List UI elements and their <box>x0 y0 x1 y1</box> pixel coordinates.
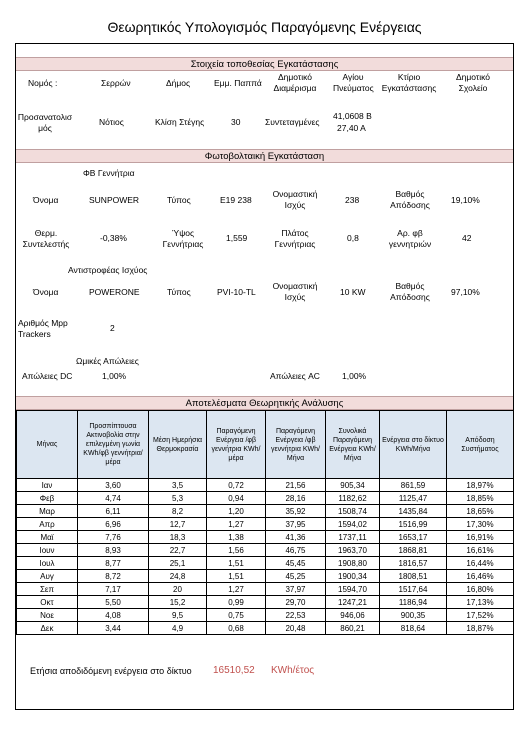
prefecture-label: Νομός : <box>28 78 58 88</box>
table-cell: 8,77 <box>78 557 149 570</box>
table-row <box>17 609 514 622</box>
table-cell: Φεβ <box>17 492 78 505</box>
municipality-label: Δήμος <box>166 78 191 88</box>
table-cell: 16,61% <box>447 544 514 557</box>
gen-count-label: Αρ. φβ γεννητριών <box>388 228 432 249</box>
table-cell: 1,51 <box>207 557 266 570</box>
table-cell: 0,94 <box>207 492 266 505</box>
table-row <box>17 505 514 518</box>
table-cell: Απρ <box>17 518 78 531</box>
table-cell: 7,76 <box>78 531 149 544</box>
losses-title: Ωμικές Απώλειες <box>76 356 139 366</box>
table-cell: 45,45 <box>266 557 326 570</box>
table-cell: 1868,81 <box>380 544 447 557</box>
table-cell: 818,64 <box>380 622 447 635</box>
table-cell: Μαρ <box>17 505 78 518</box>
dc-losses-label: Απώλειες DC <box>22 371 73 381</box>
table-row <box>17 479 514 492</box>
building-label: Κτίριο Εγκατάστασης <box>381 72 437 93</box>
table-cell: 4,74 <box>78 492 149 505</box>
table-row <box>17 596 514 609</box>
table-cell: 22,7 <box>149 544 207 557</box>
table-row <box>17 518 514 531</box>
inv-nominal-value: 10 KW <box>340 287 366 297</box>
district-label: Δημοτικό Διαμέρισμα <box>273 72 317 93</box>
table-cell: 17,13% <box>447 596 514 609</box>
inv-type-label: Τύπος <box>167 287 191 297</box>
table-cell: 8,2 <box>149 505 207 518</box>
prefecture-value: Σερρών <box>101 78 131 88</box>
table-cell: 18,97% <box>447 479 514 492</box>
table-cell: 41,36 <box>266 531 326 544</box>
table-row <box>17 622 514 635</box>
table-cell: 20 <box>149 583 207 596</box>
building-value: Δημοτικό Σχολείο <box>455 72 491 93</box>
col-energy-day: Παραγόμενη Ενέργεια /φβ γεννήτρια KWh/μέρα <box>207 411 266 479</box>
gen-width-label: Πλάτος Γεννήτριας <box>274 228 316 249</box>
table-cell: Μαϊ <box>17 531 78 544</box>
gen-height-label: Ύψος Γεννήτριας <box>162 228 204 249</box>
table-cell: 18,85% <box>447 492 514 505</box>
table-cell: 1,27 <box>207 583 266 596</box>
table-cell: 1247,21 <box>326 596 380 609</box>
municipality-value: Εμμ. Παππά <box>214 78 262 88</box>
table-cell: 6,96 <box>78 518 149 531</box>
table-cell: 1516,99 <box>380 518 447 531</box>
table-cell: 37,97 <box>266 583 326 596</box>
gen-nominal-value: 238 <box>345 195 360 205</box>
table-cell: 946,06 <box>326 609 380 622</box>
table-cell: 18,65% <box>447 505 514 518</box>
table-row <box>17 557 514 570</box>
col-energy-month: Παραγόμενη Ενέργεια /φβ γεννήτρια KWh/Μήνα <box>266 411 326 479</box>
gen-efficiency-label: Βαθμός Απόδοσης <box>390 189 430 210</box>
table-cell: 20,48 <box>266 622 326 635</box>
col-irradiation: Προσπίπτουσα Ακτινοβολία στην επιλεγμένη γωνία KWh/φβ γεννήτρια/μέρα <box>78 411 149 479</box>
gen-count-value: 42 <box>462 233 472 243</box>
gen-name-value: SUNPOWER <box>89 195 140 205</box>
table-cell: 1653,17 <box>380 531 447 544</box>
coordinates-lon: 27,40 A <box>337 123 366 133</box>
table-cell: 1594,02 <box>326 518 380 531</box>
mpp-trackers-label: Αριθμός Mpp Trackers <box>18 318 68 339</box>
table-cell: 4,9 <box>149 622 207 635</box>
table-cell: 8,93 <box>78 544 149 557</box>
table-cell: Σεπ <box>17 583 78 596</box>
table-cell: 1125,47 <box>380 492 447 505</box>
table-cell: 1908,80 <box>326 557 380 570</box>
tilt-label: Κλίση Στέγης <box>155 117 205 127</box>
table-cell: 35,92 <box>266 505 326 518</box>
table-cell: 1,56 <box>207 544 266 557</box>
table-cell: 46,75 <box>266 544 326 557</box>
table-cell: 4,08 <box>78 609 149 622</box>
annual-energy-unit: KWh/έτος <box>271 665 315 676</box>
table-cell: 1808,51 <box>380 570 447 583</box>
pv-section-heading: Φωτοβολταική Εγκατάσταση <box>16 149 513 163</box>
gen-height-value: 1,559 <box>226 233 248 243</box>
col-grid-energy: Ενέργεια στο δίκτυο KWh/Μήνα <box>380 411 447 479</box>
table-cell: 24,8 <box>149 570 207 583</box>
table-cell: 5,3 <box>149 492 207 505</box>
table-cell: 900,35 <box>380 609 447 622</box>
annual-energy-label: Ετήσια αποδιδόμενη ενέργεια στο δίκτυο <box>30 666 192 676</box>
inverter-title: Αντιστροφέας Ισχύος <box>68 265 148 275</box>
table-cell: 37,95 <box>266 518 326 531</box>
table-cell: 1,27 <box>207 518 266 531</box>
table-cell: 7,17 <box>78 583 149 596</box>
table-cell: 8,72 <box>78 570 149 583</box>
inv-type-value: PVI-10-TL <box>217 287 256 297</box>
col-system-efficiency: Απόδοση Συστήματος <box>447 411 514 479</box>
gen-width-value: 0,8 <box>347 233 359 243</box>
thermal-coeff-value: -0,38% <box>100 233 127 243</box>
gen-nominal-label: Ονομαστική Ισχύς <box>272 189 318 210</box>
mpp-trackers-value: 2 <box>110 323 115 333</box>
table-cell: 0,68 <box>207 622 266 635</box>
col-total-energy: Συνολικά Παραγόμενη Ενέργεια KWh/Μήνα <box>326 411 380 479</box>
table-cell: 18,3 <box>149 531 207 544</box>
table-cell: 1737,11 <box>326 531 380 544</box>
table-cell: 16,44% <box>447 557 514 570</box>
district-value: Αγίου Πνεύματος <box>333 72 374 93</box>
results-header-row <box>17 411 514 479</box>
tilt-value: 30 <box>231 117 241 127</box>
table-cell: 21,56 <box>266 479 326 492</box>
gen-type-value: E19 238 <box>220 195 252 205</box>
table-cell: 861,59 <box>380 479 447 492</box>
table-cell: 17,30% <box>447 518 514 531</box>
table-cell: 25,1 <box>149 557 207 570</box>
table-cell: 45,25 <box>266 570 326 583</box>
table-cell: 16,46% <box>447 570 514 583</box>
table-cell: 1186,94 <box>380 596 447 609</box>
page-title: Θεωρητικός Υπολογισμός Παραγόμενης Ενέργειας <box>107 19 422 35</box>
table-cell: 0,72 <box>207 479 266 492</box>
table-cell: 3,60 <box>78 479 149 492</box>
table-cell: Αυγ <box>17 570 78 583</box>
table-cell: 1816,57 <box>380 557 447 570</box>
coordinates-label: Συντεταγμένες <box>265 117 320 127</box>
table-cell: 1,51 <box>207 570 266 583</box>
inv-name-label: Όνομα <box>33 287 59 297</box>
ac-losses-value: 1,00% <box>342 371 367 381</box>
inv-nominal-label: Ονομαστική Ισχύς <box>272 281 318 302</box>
col-temperature: Μέση Ημερήσια Θερμοκρασία <box>149 411 207 479</box>
table-cell: 1594,70 <box>326 583 380 596</box>
inv-efficiency-label: Βαθμός Απόδοσης <box>390 281 430 302</box>
table-cell: 9,5 <box>149 609 207 622</box>
table-cell: 3,5 <box>149 479 207 492</box>
dc-losses-value: 1,00% <box>102 371 127 381</box>
table-cell: Οκτ <box>17 596 78 609</box>
gen-type-label: Τύπος <box>167 195 191 205</box>
orientation-label: Προσανατολισ μός <box>17 112 73 133</box>
table-cell: 1508,74 <box>326 505 380 518</box>
table-cell: 22,53 <box>266 609 326 622</box>
inv-name-value: POWERONE <box>89 287 140 297</box>
table-cell: Ιουν <box>17 544 78 557</box>
results-table <box>16 410 514 635</box>
table-cell: Νοε <box>17 609 78 622</box>
table-cell: 0,99 <box>207 596 266 609</box>
table-cell: 12,7 <box>149 518 207 531</box>
table-cell: 17,52% <box>447 609 514 622</box>
table-cell: 6,11 <box>78 505 149 518</box>
table-row <box>17 583 514 596</box>
table-cell: 16,91% <box>447 531 514 544</box>
table-cell: Δεκ <box>17 622 78 635</box>
table-cell: Ιουλ <box>17 557 78 570</box>
inv-efficiency-value: 97,10% <box>451 287 480 297</box>
table-cell: 5,50 <box>78 596 149 609</box>
annual-energy-value: 16510,52 <box>213 665 255 676</box>
gen-efficiency-value: 19,10% <box>451 195 480 205</box>
table-cell: 15,2 <box>149 596 207 609</box>
table-row <box>17 544 514 557</box>
thermal-coeff-label: Θερμ. Συντελεστής <box>22 228 70 249</box>
table-cell: 1963,70 <box>326 544 380 557</box>
col-month: Μήνας <box>17 411 78 479</box>
gen-name-label: Όνομα <box>33 195 59 205</box>
table-cell: 1,38 <box>207 531 266 544</box>
location-section-heading: Στοιχεία τοποθεσίας Εγκατάστασης <box>16 57 513 71</box>
table-cell: 16,80% <box>447 583 514 596</box>
generator-title: ΦΒ Γεννήτρια <box>83 168 135 178</box>
results-section-heading: Αποτελέσματα Θεωρητικής Ανάλυσης <box>16 396 513 410</box>
orientation-value: Νότιος <box>99 117 124 127</box>
table-cell: 28,16 <box>266 492 326 505</box>
table-row <box>17 570 514 583</box>
table-row <box>17 531 514 544</box>
ac-losses-label: Απώλειες AC <box>270 371 320 381</box>
table-cell: 18,87% <box>447 622 514 635</box>
table-cell: 29,70 <box>266 596 326 609</box>
table-cell: 905,34 <box>326 479 380 492</box>
table-cell: 1,20 <box>207 505 266 518</box>
table-row <box>17 492 514 505</box>
table-cell: 0,75 <box>207 609 266 622</box>
coordinates-lat: 41,0608 B <box>333 111 372 121</box>
table-cell: 860,21 <box>326 622 380 635</box>
table-cell: 1900,34 <box>326 570 380 583</box>
table-cell: 3,44 <box>78 622 149 635</box>
table-cell: Ιαν <box>17 479 78 492</box>
table-cell: 1435,84 <box>380 505 447 518</box>
table-cell: 1517,64 <box>380 583 447 596</box>
table-cell: 1182,62 <box>326 492 380 505</box>
